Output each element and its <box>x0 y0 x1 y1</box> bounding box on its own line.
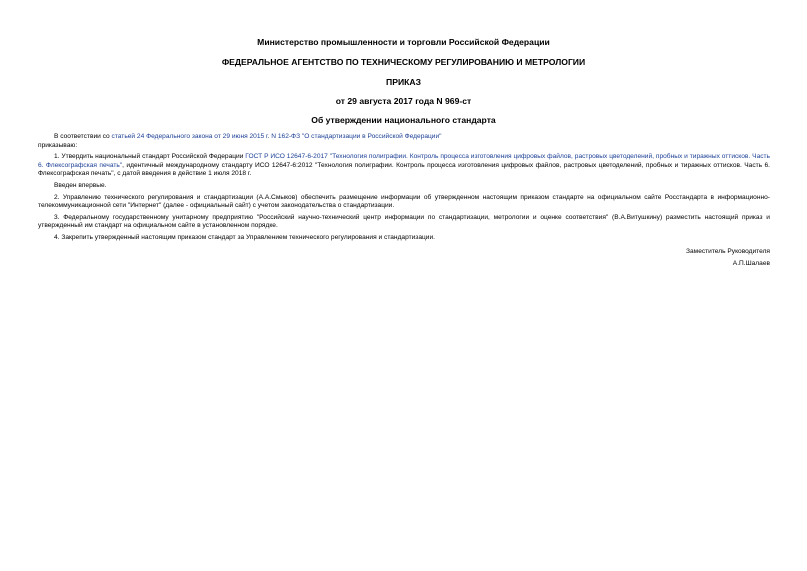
signatory-name: А.П.Шалаев <box>732 260 770 267</box>
ministry-heading: Министерство промышленности и торговли Российской Федерации <box>257 37 550 47</box>
document-type-heading: ПРИКАЗ <box>386 77 421 87</box>
intro-prefix: В соответствии со <box>54 133 112 140</box>
paragraph-2: 2. Управлению технического регулирования и стандартизации (А.А.Смыков) обеспечить размещение информации об утвержденном настоящим приказом стандарте на официальном сайте Росстандарта в информационно-телекоммуникационной сети "Интернет" (далее - официальный сайт) с учетом законодательства о стандартизации. <box>38 193 770 210</box>
subject-heading: Об утверждении национального стандарта <box>311 115 496 125</box>
order-word: приказываю: <box>38 141 78 149</box>
agency-heading: ФЕДЕРАЛЬНОЕ АГЕНТСТВО ПО ТЕХНИЧЕСКОМУ РЕГУЛИРОВАНИЮ И МЕТРОЛОГИИ <box>221 57 586 67</box>
paragraph-1-prefix: 1. Утвердить национальный стандарт Российской Федерации <box>54 153 246 161</box>
paragraph-3: 3. Федеральному государственному унитарному предприятию "Российский научно-технический центр информации по стандартизации, метрологии и оценке соответствия" (В.А.Витушкину) разместить настоящий приказ и утвержденный им стандарт на официальном сайте в установленном порядке. <box>38 213 770 230</box>
paragraph-1-suffix: , идентичный международному стандарту ИСО 12647-6:2012 "Технология полиграфии. Контроль процесса изготовления цифровых файлов, растровых цветоделений, пробных и тиражных оттисков. Часть 6. Флексографская печать", с датой введения в действие 1 июля 2018 г. <box>38 161 770 178</box>
paragraph-1 <box>38 153 770 179</box>
signatory-position: Заместитель Руководителя <box>686 248 770 255</box>
paragraph-4: 4. Закрепить утвержденный настоящим приказом стандарт за Управлением технического регулирования и стандартизации. <box>54 233 435 241</box>
federal-law-link[interactable]: статьей 24 Федерального закона от 29 июня 2015 г. N 162-ФЗ "О стандартизации в Российской Федерации" <box>111 133 442 140</box>
introduced-note: Введен впервые. <box>54 181 107 189</box>
intro-paragraph <box>38 133 770 142</box>
gost-standard-link[interactable]: ГОСТ Р ИСО 12647-6-2017 "Технология полиграфии. Контроль процесса изготовления цифровых файлов, растровых цветоделений, пробных и тиражных оттисков. Часть 6. Флексографская печать" <box>38 153 770 169</box>
signature-block <box>686 246 770 270</box>
date-number-heading: от 29 августа 2017 года N 969-ст <box>335 96 472 106</box>
document-body <box>38 133 770 246</box>
